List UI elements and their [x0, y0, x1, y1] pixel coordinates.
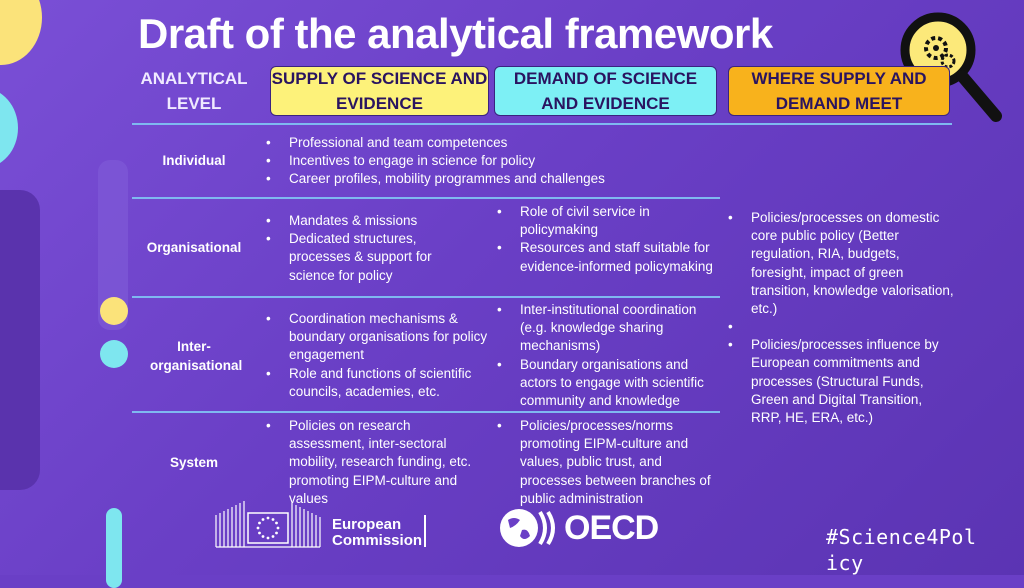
column-header-demand: DEMAND OF SCIENCE AND EVIDENCE	[494, 66, 717, 116]
row-label-inter-organisational: Inter-organisational	[150, 339, 243, 373]
deco-bar-cyan	[106, 508, 122, 588]
hashtag: #Science4Policy	[826, 525, 977, 575]
cell-system-demand	[495, 417, 725, 508]
list-item: • Policies/processes on domestic core public policy (Better regulation, RIA, budgets, foresight, impact of green transition, knowledge valorisation, etc.)	[751, 209, 956, 318]
divider-row-3	[132, 411, 720, 413]
list-item: • Boundary organisations and actors to engage with scientific community and knowledge	[520, 356, 720, 411]
oecd-text: OECD	[564, 509, 659, 547]
cell-organisational-demand	[495, 203, 720, 276]
page-title: Draft of the analytical framework	[138, 10, 773, 57]
list-item: • Role and functions of scientific councils, academies, etc.	[289, 365, 489, 401]
list-item: • Coordination mechanisms & boundary organisations for policy engagement	[289, 310, 489, 365]
deco-dot-cyan	[100, 340, 128, 368]
list-item: • Inter-institutional coordination (e.g. knowledge sharing mechanisms)	[520, 301, 720, 356]
divider-header	[132, 123, 952, 125]
deco-bar-left	[0, 190, 40, 490]
cell-inter-organisational-supply	[264, 310, 489, 401]
list-item: • Policies on research assessment, inter-sectoral mobility, research funding, etc. promoting EIPM-culture and values	[289, 417, 489, 508]
list-item: • Policies/processes/norms promoting EIPM-culture and values, public trust, and processes between branches of public administration	[520, 417, 725, 508]
list-item: • Incentives to engage in science for policy	[289, 152, 709, 170]
column-header-supply: SUPPLY OF SCIENCE AND EVIDENCE	[270, 66, 489, 116]
divider-row-2	[132, 296, 720, 298]
analytical-level-header: ANALYTICAL LEVEL	[140, 69, 248, 113]
list-spacer	[751, 318, 956, 336]
cell-inter-organisational-demand	[495, 301, 720, 410]
row-label-system: System	[169, 455, 219, 470]
list-item: • Professional and team competences	[289, 134, 709, 152]
cell-organisational-supply	[264, 212, 479, 285]
column-header-meet: WHERE SUPPLY AND DEMAND MEET	[728, 66, 950, 116]
row-label-organisational: Organisational	[146, 240, 242, 255]
row-label-individual: Individual	[162, 153, 226, 168]
list-item: • Mandates & missions	[289, 212, 479, 230]
cell-supply-demand-meet	[726, 209, 956, 427]
ec-text-line2: Commission	[332, 532, 423, 549]
globe-icon	[498, 506, 564, 550]
list-item: • Dedicated structures, processes & support for science for policy	[289, 230, 479, 285]
deco-dot-yellow	[100, 297, 128, 325]
divider-row-1	[132, 197, 720, 199]
ec-text-line1: European	[332, 516, 402, 533]
list-item: • Career profiles, mobility programmes and challenges	[289, 170, 709, 188]
list-item: • Policies/processes influence by European commitments and processes (Structural Funds, Green and Digital Transition, RRP, HE, ERA, etc.)	[751, 336, 956, 427]
oecd-logo	[498, 506, 668, 550]
european-commission-logo	[214, 493, 434, 549]
cell-individual-supply	[264, 134, 709, 189]
list-item: • Role of civil service in policymaking	[520, 203, 720, 239]
list-item: • Resources and staff suitable for evidence-informed policymaking	[520, 239, 720, 275]
